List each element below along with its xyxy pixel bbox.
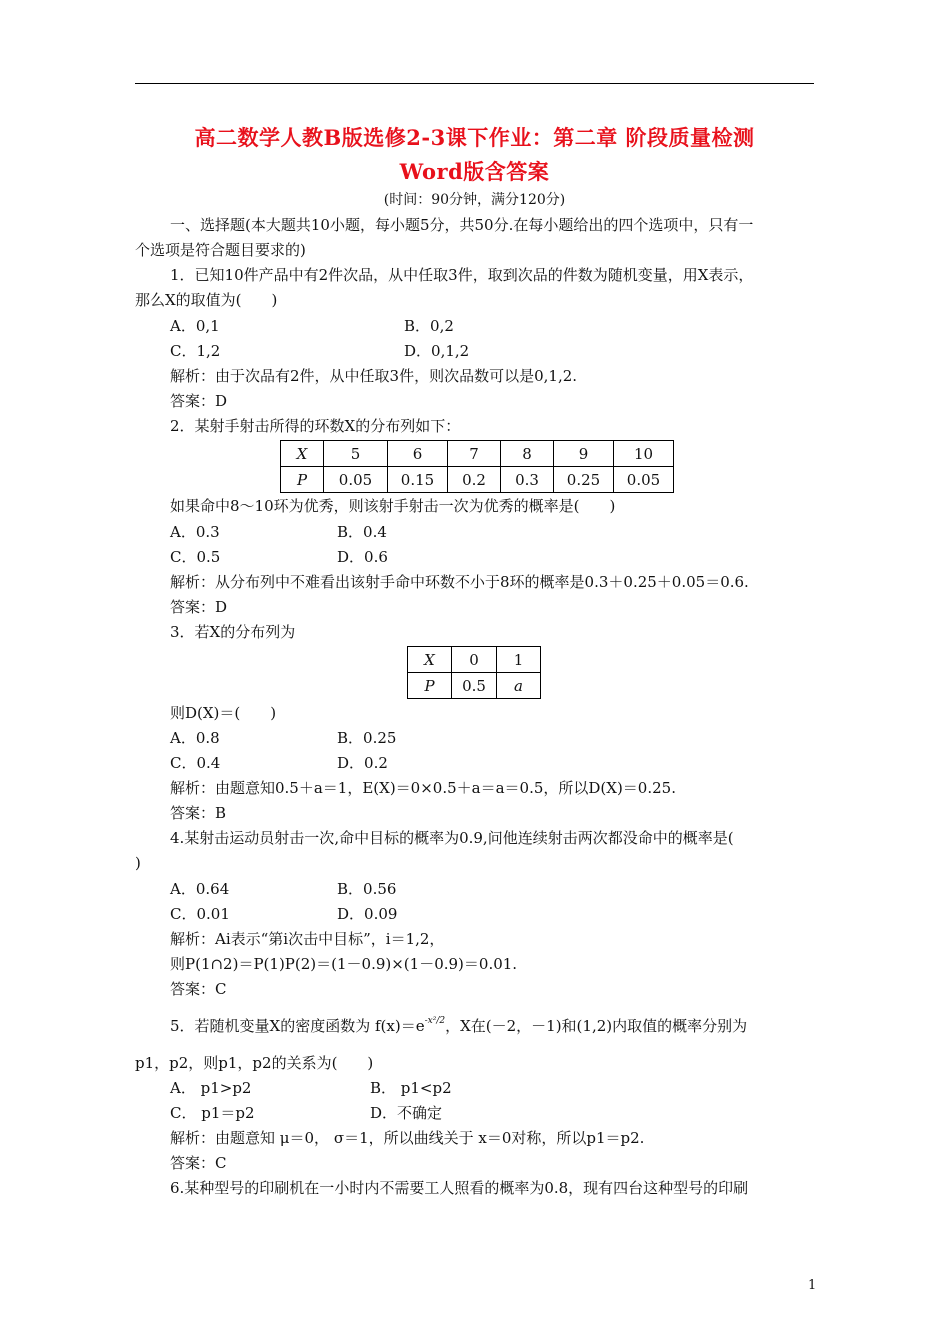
q5-option-d: D．不确定 (370, 1104, 443, 1122)
q2-cell-p-0: P (281, 467, 324, 493)
q6-stem-line1: 6.某种型号的印刷机在一小时内不需要工人照看的概率为0.8，现有四台这种型号的印刷 (170, 1179, 749, 1197)
section-intro-line2: 个选项是符合题目要求的) (135, 241, 306, 259)
q2-cell-p-6: 0.05 (614, 467, 674, 493)
q5-stem-line1 (170, 1016, 849, 1039)
q5-stem-line1-start: 5．若随机变量X的密度函数为 f(x)＝e (170, 1017, 425, 1035)
q3-cell-x-2: 1 (497, 647, 541, 673)
q2-cell-x-6: 10 (614, 441, 674, 467)
q3-stem: 3．若X的分布列为 (170, 623, 296, 641)
q5-answer: 答案：C (170, 1154, 227, 1172)
q4-analysis-line2: 则P(1∩2)＝P(1)P(2)＝(1－0.9)×(1－0.9)＝0.01. (170, 955, 518, 973)
q1-answer: 答案：D (170, 392, 228, 410)
q5-exponent: -x²/2 (424, 1016, 446, 1026)
q4-answer: 答案：C (170, 980, 227, 998)
q3-option-c: C．0.4 (170, 754, 221, 772)
q2-follow: 如果命中8～10环为优秀，则该射手射击一次为优秀的概率是( ) (170, 497, 616, 515)
q2-cell-p-4: 0.3 (501, 467, 554, 493)
q3-follow: 则D(X)＝( ) (170, 704, 277, 722)
q2-option-d: D．0.6 (337, 548, 388, 566)
header-rule (135, 83, 814, 84)
q1-option-a: A．0,1 (170, 317, 220, 335)
q3-option-d: D．0.2 (337, 754, 388, 772)
section-intro-line1: 一、选择题(本大题共10小题，每小题5分，共50分.在每小题给出的四个选项中，只有一 (170, 216, 754, 234)
q5-analysis: 解析：由题意知 μ＝0， σ＝1，所以曲线关于 x＝0对称，所以p1＝p2. (170, 1129, 645, 1147)
q3-analysis: 解析：由题意知0.5＋a＝1，E(X)＝0×0.5＋a＝a＝0.5，所以D(X)＝0.25. (170, 779, 676, 797)
q2-cell-x-5: 9 (554, 441, 614, 467)
q4-option-c: C．0.01 (170, 905, 230, 923)
q3-table-row-p (408, 673, 541, 699)
q3-cell-x-0: X (408, 647, 452, 673)
q2-cell-p-1: 0.05 (324, 467, 388, 493)
q2-cell-p-2: 0.15 (388, 467, 448, 493)
q3-cell-p-1: 0.5 (452, 673, 497, 699)
q3-answer: 答案：B (170, 804, 227, 822)
q2-option-b: B．0.4 (337, 523, 387, 541)
q1-option-d: D．0,1,2 (404, 342, 470, 360)
q3-distribution-table (407, 646, 541, 699)
q2-option-c: C．0.5 (170, 548, 221, 566)
q2-cell-x-2: 6 (388, 441, 448, 467)
q2-cell-x-4: 8 (501, 441, 554, 467)
q1-option-c: C．1,2 (170, 342, 221, 360)
q2-answer: 答案：D (170, 598, 228, 616)
q3-cell-x-1: 0 (452, 647, 497, 673)
q2-stem: 2．某射手射击所得的环数X的分布列如下： (170, 417, 461, 435)
q1-option-b: B．0,2 (404, 317, 454, 335)
q4-stem-line1: 4.某射击运动员射击一次,命中目标的概率为0.9,问他连续射击两次都没命中的概率是( (170, 829, 734, 847)
q2-cell-p-3: 0.2 (448, 467, 501, 493)
q5-option-a: A． p1>p2 (170, 1079, 252, 1097)
q3-option-b: B．0.25 (337, 729, 397, 747)
q1-stem-line2: 那么X的取值为( ) (135, 291, 278, 309)
q2-option-a: A．0.3 (170, 523, 220, 541)
page-number: 1 (808, 1278, 817, 1293)
q2-analysis: 解析：从分布列中不难看出该射手命中环数不小于8环的概率是0.3＋0.25＋0.05＝0.6. (170, 573, 749, 591)
q5-option-b: B． p1<p2 (370, 1079, 452, 1097)
q4-option-b: B．0.56 (337, 880, 397, 898)
q2-table-row-p (281, 467, 674, 493)
q2-cell-p-5: 0.25 (554, 467, 614, 493)
q4-stem-line2: ) (135, 854, 141, 872)
q3-table-row-x (408, 647, 541, 673)
document-title-line2: Word版含答案 (399, 159, 550, 184)
q4-option-a: A．0.64 (170, 880, 230, 898)
q2-cell-x-1: 5 (324, 441, 388, 467)
q3-option-a: A．0.8 (170, 729, 220, 747)
q5-stem-line2: p1，p2，则p1，p2的关系为( ) (135, 1054, 374, 1072)
q2-cell-x-3: 7 (448, 441, 501, 467)
q3-cell-p-0: P (408, 673, 452, 699)
q5-stem-line1-end: ，X在(－2，－1)和(1,2)内取值的概率分别为 (445, 1017, 748, 1035)
exam-meta: (时间：90分钟，满分120分) (383, 192, 566, 208)
q4-analysis-line1: 解析：Ai表示“第i次击中目标”，i＝1,2， (170, 930, 445, 948)
q5-option-c: C． p1＝p2 (170, 1104, 255, 1122)
q2-cell-x-0: X (281, 441, 324, 467)
q1-stem-line1: 1．已知10件产品中有2件次品，从中任取3件，取到次品的件数为随机变量，用X表示， (170, 266, 754, 284)
document-title-line1: 高二数学人教B版选修2-3课下作业：第二章 阶段质量检测 (194, 125, 755, 150)
q3-cell-p-2: a (497, 673, 541, 699)
q2-table-row-x (281, 441, 674, 467)
q4-option-d: D．0.09 (337, 905, 398, 923)
q1-analysis: 解析：由于次品有2件，从中任取3件，则次品数可以是0,1,2. (170, 367, 578, 385)
q2-distribution-table (280, 440, 674, 493)
